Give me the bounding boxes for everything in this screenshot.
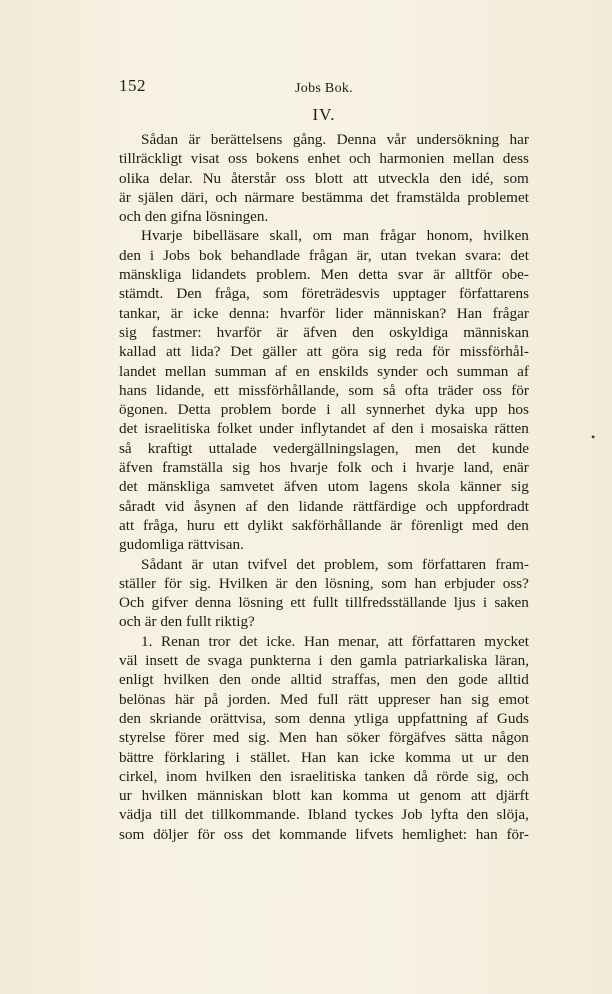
text-line: 1. Renan tror det icke. Han menar, att författaren mycket — [141, 632, 529, 650]
text-line: tillräckligt visat oss bokens enhet och harmonien mellan dess — [119, 150, 529, 168]
section-heading: IV. — [312, 105, 336, 124]
text-line: landet mellan summan af en enskilds synder och summan af — [119, 362, 529, 380]
text-line: gudomliga rättvisan. — [119, 536, 244, 554]
text-line: stämdt. Den fråga, som företrädesvis upptager författarens — [119, 285, 529, 303]
text-line: såradt vid åsynen af den lidande rättfärdige och uppfordradt — [119, 497, 529, 515]
margin-mark: • — [591, 430, 596, 444]
text-line: och är den fullt riktig? — [119, 613, 255, 631]
text-line: belönas här på jorden. Med full rätt uppreser han sig emot — [119, 690, 529, 708]
text-line: hans lidande, ett missförhållande, som så ofta träder oss för — [119, 381, 529, 399]
text-line: sig fastmer: hvarför är äfven den oskyldiga människan — [119, 323, 529, 341]
text-line: som döljer för oss det kommande lifvets hemlighet: han för- — [119, 825, 529, 843]
text-line: styrelse förer med sig. Men han söker förgäfves sätta någon — [119, 729, 529, 747]
running-title: Jobs Bok. — [295, 81, 353, 96]
text-line: äfven framställa sig hos hvarje folk och i hvarje land, enär — [119, 459, 529, 477]
text-line: tankar, är icke denna: hvarför lider människan? Han frågar — [119, 304, 529, 322]
text-line: och den gifna lösningen. — [119, 208, 269, 226]
text-line: den i Jobs bok behandlade frågan är, utan tvekan svara: det — [119, 246, 529, 264]
page-number: 152 — [119, 76, 146, 95]
text-line: vädja till det tillkommande. Ibland tyckes Job lyfta den slöja, — [119, 806, 529, 824]
text-line: mänskliga lidandets problem. Men detta svar är alltför obe- — [119, 266, 529, 284]
text-line: Sådant är utan tvifvel det problem, som författaren fram- — [141, 555, 529, 573]
text-line: det mänskliga samvetet äfven utom lagens skola känner sig — [119, 478, 529, 496]
text-line: den skriande orättvisa, som denna ytliga uppfattning af Guds — [119, 709, 529, 727]
text-line: väl insett de svaga punkterna i den gamla patriarkaliska läran, — [119, 652, 529, 670]
text-line: ställer för sig. Hvilken är den lösning, som han erbjuder oss? — [119, 574, 529, 592]
text-line: Hvarje bibelläsare skall, om man frågar honom, hvilken — [141, 227, 529, 245]
text-line: enligt hvilken den onde alltid straffas, men den gode alltid — [119, 671, 529, 689]
text-line: olika delar. Nu återstår oss blott att utveckla den idé, som — [119, 169, 529, 187]
text-line: ur hvilken människan blott kan komma ut genom att djärft — [119, 787, 529, 805]
page-header — [119, 76, 529, 96]
text-line: Sådan är berättelsens gång. Denna vår undersökning har — [141, 131, 529, 148]
text-line: kallad att lida? Det gäller att göra sig reda för missförhål- — [119, 343, 529, 361]
text-line: det israelitiska folket under inflytandet af den i mosaiska rätten — [119, 420, 529, 438]
text-line: Och gifver denna lösning ett fullt tillfredsställande ljus i saken — [119, 594, 529, 612]
body-text — [119, 130, 529, 844]
text-line: är själen däri, och närmare bestämma det framstälda problemet — [119, 188, 529, 206]
text-line: cirkel, inom hvilken den israelitiska tanken då rörde sig, och — [119, 767, 529, 785]
text-line: ögonen. Detta problem borde i all synnerhet dyka upp hos — [119, 401, 529, 419]
text-line: att fråga, huru ett dylikt sakförhållande är förenligt med den — [119, 516, 529, 534]
text-line: så kraftigt uttalade vedergällningslagen, men det kunde — [119, 439, 529, 457]
text-line: bättre förklaring i stället. Han kan icke komma ut ur den — [119, 748, 529, 766]
